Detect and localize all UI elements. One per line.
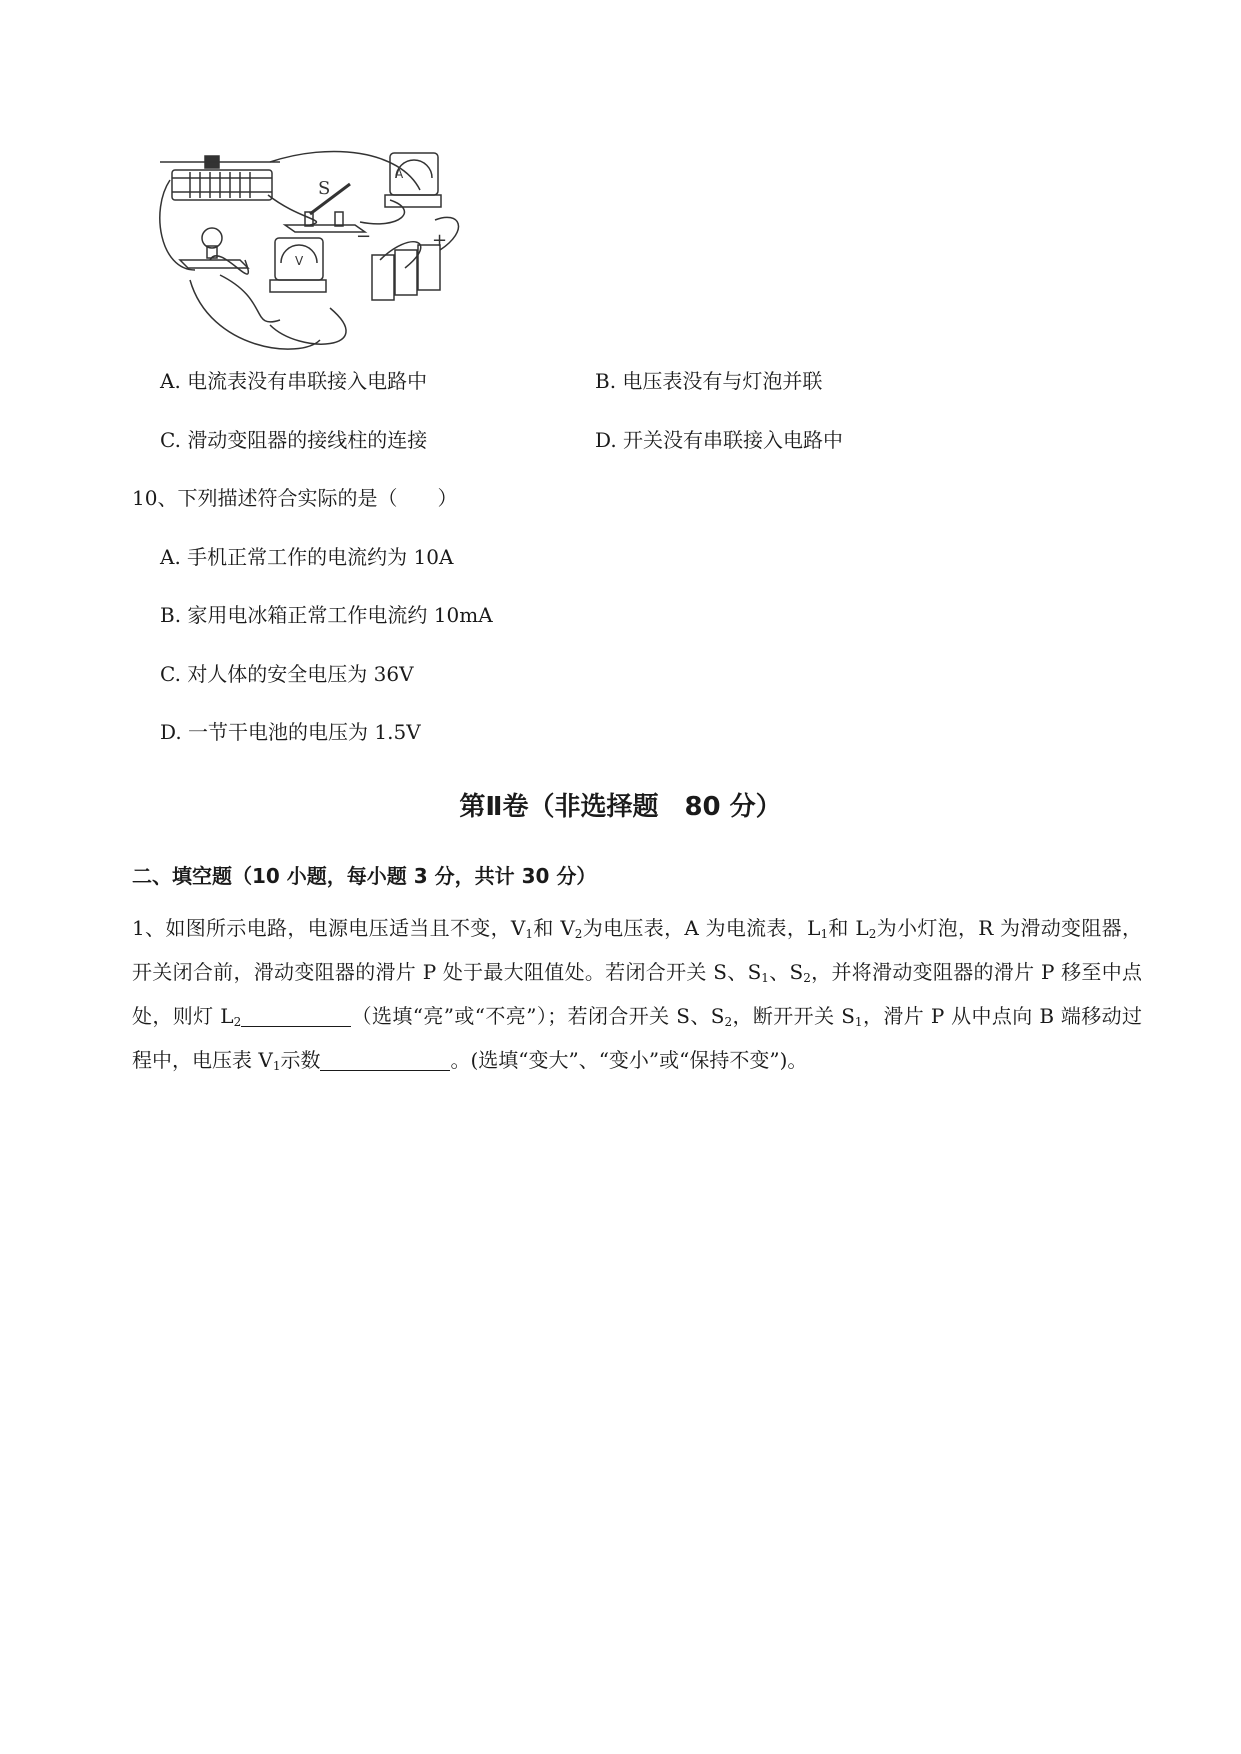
subscript: 2 (724, 1015, 733, 1029)
q-text: ，并将滑动变阻器的滑片 P 移至中点处，则灯 L (132, 960, 1143, 1028)
battery-minus-label: − (356, 226, 372, 247)
q10-option-a (160, 544, 453, 570)
subscript: 1 (854, 1015, 863, 1029)
q-text: ，滑片 P 从中点向 B 端移动过程中，电压表 V (132, 1004, 1142, 1072)
subscript: 1 (820, 927, 829, 941)
option-letter: B. (595, 369, 617, 393)
option-text: 开关没有串联接入电路中 (623, 428, 844, 452)
option-text: 对人体的安全电压为 36V (187, 662, 414, 686)
subscript: 1 (525, 927, 534, 941)
option-text: 手机正常工作的电流约为 10A (187, 545, 454, 569)
subscript: 1 (272, 1059, 281, 1073)
voltmeter-label: V (295, 254, 304, 268)
option-letter: B. (160, 603, 182, 627)
section-heading: 二、填空题（10 小题，每小题 3 分，共计 30 分） (132, 864, 597, 888)
option-letter: D. (160, 720, 182, 744)
q-text: 和 V (533, 916, 575, 940)
fill-question-1 (132, 909, 1142, 1085)
q-text: 为电压表，A 为电流表，L (582, 916, 821, 940)
q-text: （选填“亮”或“不亮”）；若闭合开关 S、S (351, 1004, 725, 1028)
subscript: 2 (803, 971, 811, 985)
q10-option-c (160, 661, 414, 687)
option-text: 电流表没有串联接入电路中 (187, 369, 428, 393)
q-text: 为小灯泡，R 为滑动变阻器，开关闭合前，滑动变阻器的滑片 P 处于最大阻值处。若闭合开关 S、S (132, 916, 1142, 984)
subscript: 1 (761, 971, 769, 985)
q-text: ，断开开关 S (732, 1004, 855, 1028)
answer-blank-2[interactable] (320, 1048, 450, 1071)
q9-option-a (160, 368, 427, 394)
option-text: 一节干电池的电压为 1.5V (188, 720, 421, 744)
q-text: 1、如图所示电路，电源电压适当且不变，V (132, 916, 526, 940)
battery-plus-label: + (432, 230, 448, 251)
option-letter: A. (160, 545, 181, 569)
circuit-diagram (150, 150, 510, 365)
option-text: 滑动变阻器的接线柱的连接 (187, 428, 428, 452)
subscript: 2 (868, 927, 877, 941)
q9-option-c (160, 427, 427, 453)
switch-label: S (318, 178, 331, 199)
subscript: 2 (233, 1015, 242, 1029)
option-text: 家用电冰箱正常工作电流约 10mA (187, 603, 493, 627)
subscript: 2 (574, 927, 583, 941)
option-letter: D. (595, 428, 617, 452)
part2-title: 第Ⅱ卷（非选择题 80 分） (459, 792, 782, 822)
q9-option-b (595, 368, 822, 394)
q10-option-d (160, 719, 421, 745)
ammeter-label: A (395, 167, 404, 181)
q-text: 。(选填“变大”、“变小”或“保持不变”)。 (450, 1048, 808, 1072)
q-text: 、S (768, 960, 804, 984)
option-letter: C. (160, 428, 181, 452)
q-text: 示数 (280, 1048, 321, 1072)
q-text: 和 L (828, 916, 869, 940)
q10-option-b (160, 602, 493, 628)
option-letter: C. (160, 662, 181, 686)
q10-stem: 10、下列描述符合实际的是（ ） (132, 486, 458, 510)
option-letter: A. (160, 369, 181, 393)
answer-blank-1[interactable] (241, 1004, 351, 1027)
option-text: 电压表没有与灯泡并联 (622, 369, 823, 393)
q9-option-d (595, 427, 843, 453)
